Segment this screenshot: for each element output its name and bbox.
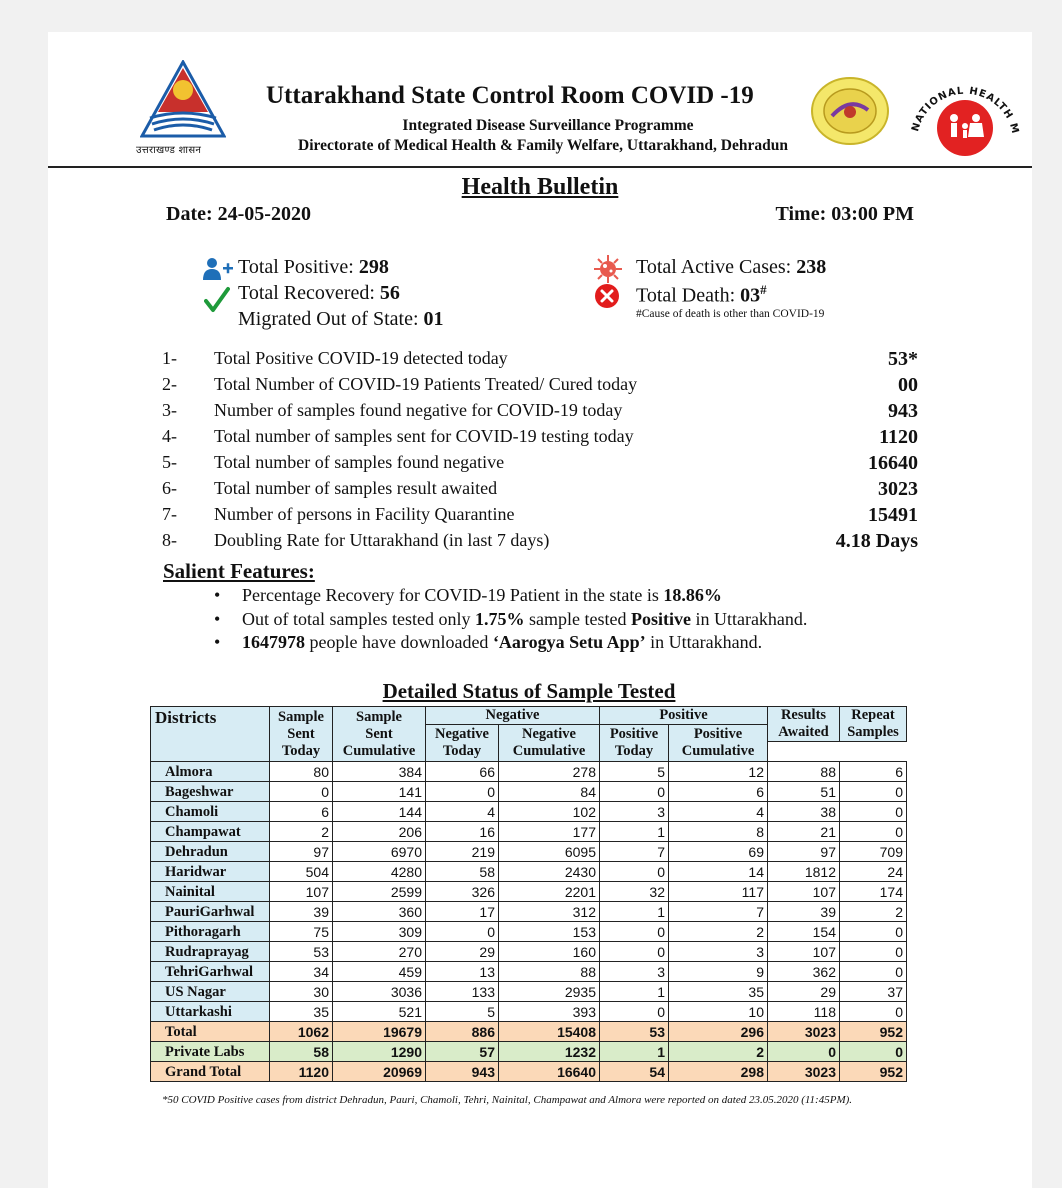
table-cell: 270 [333, 942, 426, 962]
table-cell: 0 [600, 782, 669, 802]
table-cell: 3023 [768, 1062, 840, 1082]
bulletin-title: Health Bulletin [461, 174, 619, 200]
table-cell: 107 [270, 882, 333, 902]
district-name: Uttarkashi [151, 1002, 270, 1022]
cause-note: #Cause of death is other than COVID-19 [636, 308, 825, 320]
table-cell: 0 [840, 1002, 907, 1022]
table-cell: 326 [426, 882, 499, 902]
district-name: Total [151, 1022, 270, 1042]
table-cell: 1 [600, 902, 669, 922]
check-icon [204, 286, 230, 319]
district-name: Almora [151, 762, 270, 782]
table-cell: 0 [270, 782, 333, 802]
table-cell: 0 [600, 942, 669, 962]
district-name: Pithoragarh [151, 922, 270, 942]
table-cell: 29 [426, 942, 499, 962]
table-cell: 1232 [499, 1042, 600, 1062]
table-cell: 2 [669, 1042, 768, 1062]
table-cell: 141 [333, 782, 426, 802]
header-spacer [768, 742, 840, 762]
table-cell: 298 [669, 1062, 768, 1082]
table-cell: 13 [426, 962, 499, 982]
table-cell: 709 [840, 842, 907, 862]
table-cell: 943 [426, 1062, 499, 1082]
table-cell: 0 [840, 1042, 907, 1062]
table-cell: 3036 [333, 982, 426, 1002]
table-cell: 35 [669, 982, 768, 1002]
table-cell: 37 [840, 982, 907, 1002]
table-cell: 0 [840, 922, 907, 942]
table-cell: 39 [768, 902, 840, 922]
header-spacer [840, 742, 907, 762]
table-cell: 32 [600, 882, 669, 902]
table-cell: 0 [600, 1002, 669, 1022]
table-cell: 133 [426, 982, 499, 1002]
table-cell: 296 [669, 1022, 768, 1042]
nhm-logo-icon [906, 60, 1024, 160]
stat-row: 7- Number of persons in Facility Quarantine 15491 [162, 504, 918, 526]
table-cell: 206 [333, 822, 426, 842]
table-cell: 21 [768, 822, 840, 842]
table-cell: 39 [270, 902, 333, 922]
table-cell: 459 [333, 962, 426, 982]
table-cell: 30 [270, 982, 333, 1002]
bulletin-date: Date: 24-05-2020 [166, 203, 311, 225]
table-cell: 66 [426, 762, 499, 782]
table-cell: 14 [669, 862, 768, 882]
table-cell: 3 [600, 802, 669, 822]
header-divider [48, 166, 1032, 168]
table-cell: 309 [333, 922, 426, 942]
table-row [151, 962, 907, 982]
total-active-cases: Total Active Cases: 238 [636, 256, 827, 278]
table-cell: 3 [669, 942, 768, 962]
table-cell: 360 [333, 902, 426, 922]
district-name: Champawat [151, 822, 270, 842]
table-cell: 16640 [499, 1062, 600, 1082]
table-cell: 384 [333, 762, 426, 782]
table-cell: 1812 [768, 862, 840, 882]
district-name: Haridwar [151, 862, 270, 882]
table-cell: 7 [600, 842, 669, 862]
table-cell: 53 [600, 1022, 669, 1042]
table-cell: 0 [426, 922, 499, 942]
nhm-logo [906, 60, 1024, 165]
table-row [151, 862, 907, 882]
table-cell: 0 [840, 782, 907, 802]
table-cell: 29 [768, 982, 840, 1002]
table-cell: 6095 [499, 842, 600, 862]
death-mark: # [760, 282, 767, 297]
district-name: PauriGarhwal [151, 902, 270, 922]
uttarakhand-emblem-icon [140, 60, 226, 138]
table-cell: 2935 [499, 982, 600, 1002]
table-cell: 2 [270, 822, 333, 842]
table-cell: 0 [840, 942, 907, 962]
table-cell: 38 [768, 802, 840, 822]
table-header-row [151, 707, 907, 725]
stat-row: 2- Total Number of COVID-19 Patients Treated/ Cured today 00 [162, 374, 918, 396]
table-cell: 53 [270, 942, 333, 962]
header-negative-today: Negative Today [426, 725, 499, 762]
table-cell: 7 [669, 902, 768, 922]
footnote: *50 COVID Positive cases from district Dehradun, Pauri, Chamoli, Tehri, Nainital, Champawat and Almora were reported on dated 23.05.2020 (11:45PM). [162, 1094, 853, 1106]
table-cell: 57 [426, 1042, 499, 1062]
table-row [151, 982, 907, 1002]
table-cell: 0 [600, 862, 669, 882]
private-row [151, 1042, 907, 1062]
stat-row: 3- Number of samples found negative for COVID-19 today 943 [162, 400, 918, 422]
add-person-icon [202, 257, 234, 286]
table-row [151, 942, 907, 962]
table-cell: 54 [600, 1062, 669, 1082]
cross-circle-icon [594, 283, 620, 314]
table-cell: 952 [840, 1022, 907, 1042]
district-name: Chamoli [151, 802, 270, 822]
header-sample-sent-today: Sample Sent Today [270, 707, 333, 762]
table-cell: 84 [499, 782, 600, 802]
table-cell: 154 [768, 922, 840, 942]
table-cell: 2 [669, 922, 768, 942]
table-cell: 75 [270, 922, 333, 942]
table-cell: 362 [768, 962, 840, 982]
total-death: Total Death: 03# [636, 282, 767, 307]
header-repeat-samples: Repeat Samples [840, 707, 907, 742]
table-title: Detailed Status of Sample Tested [382, 679, 676, 703]
district-name: Nainital [151, 882, 270, 902]
table-cell: 24 [840, 862, 907, 882]
state-caption: उत्तराखण्ड शासन [136, 145, 202, 156]
table-cell: 3 [600, 962, 669, 982]
table-cell: 144 [333, 802, 426, 822]
table-cell: 160 [499, 942, 600, 962]
table-cell: 80 [270, 762, 333, 782]
table-cell: 19679 [333, 1022, 426, 1042]
table-cell: 2201 [499, 882, 600, 902]
nhm-arc-text: NATIONAL HEALTH M [910, 85, 1021, 136]
table-cell: 9 [669, 962, 768, 982]
stat-row: 4- Total number of samples sent for COVID-19 testing today 1120 [162, 426, 918, 448]
table-cell: 34 [270, 962, 333, 982]
table-row [151, 1002, 907, 1022]
header-sample-sent-cumulative: Sample Sent Cumulative [333, 707, 426, 762]
table-cell: 107 [768, 882, 840, 902]
district-name: US Nagar [151, 982, 270, 1002]
header-negative-cumulative: Negative Cumulative [499, 725, 600, 762]
table-cell: 4 [426, 802, 499, 822]
table-cell: 88 [768, 762, 840, 782]
header-negative: Negative [426, 707, 600, 725]
table-cell: 4280 [333, 862, 426, 882]
table-cell: 0 [600, 922, 669, 942]
table-cell: 97 [768, 842, 840, 862]
table-cell: 8 [669, 822, 768, 842]
district-name: TehriGarhwal [151, 962, 270, 982]
table-cell: 312 [499, 902, 600, 922]
table-cell: 0 [840, 962, 907, 982]
table-cell: 1 [600, 822, 669, 842]
table-cell: 952 [840, 1062, 907, 1082]
table-cell: 15408 [499, 1022, 600, 1042]
table-row [151, 762, 907, 782]
table-cell: 219 [426, 842, 499, 862]
district-name: Rudraprayag [151, 942, 270, 962]
table-cell: 1290 [333, 1042, 426, 1062]
table-cell: 12 [669, 762, 768, 782]
table-cell: 58 [270, 1042, 333, 1062]
table-row [151, 882, 907, 902]
table-row [151, 902, 907, 922]
table-cell: 504 [270, 862, 333, 882]
table-cell: 69 [669, 842, 768, 862]
page-header [48, 32, 1032, 162]
table-cell: 2 [840, 902, 907, 922]
district-name: Private Labs [151, 1042, 270, 1062]
table-row [151, 842, 907, 862]
table-cell: 5 [600, 762, 669, 782]
state-logo [136, 60, 236, 156]
migrated-out: Migrated Out of State: 01 [238, 308, 444, 330]
stat-row: 6- Total number of samples result awaited 3023 [162, 478, 918, 500]
table-cell: 107 [768, 942, 840, 962]
header-text [248, 82, 848, 156]
table-cell: 0 [426, 782, 499, 802]
bulletin-page: उत्तराखण्ड शासन Uttarakhand State Control Room COVID -19 Integrated Disease Surveillance Programme Directorate of Medical Health & Family Welfare, Uttarakhand, Dehradun NATIONAL HEALTH M Health Bulletin Date: 24-05-2020 Time: 03:00 PM Total Positive: 298 Total Recovered: 56 Migrated Out of State: 01 Total Active Cases: 238 Total Death: 03# #Cause of death is other than COVID-19 1- Total Positive COVID-19 detected today 53* 2- Total Number of COVID-19 Patients Treated/ Cured today 00 3- Number of samples found negative for COVID-19 today 943 4- Total number of samples sent for COVID-19 testing today 1120 5- Total number of samples found negative 16640 6- Total number of samples result awaited 3023 7- Number of persons in Facility Quarantine 15491 8- Doubling Rate for Uttarakhand (in last 7 days) 4.18 Days Salient Features: • Percentage Recovery for COVID-19 Patient in the state is 18.86% • Out of total samples tested only 1.75% sample tested Positive in Uttarakhand. • 1647978 people have downloaded ‘Aarogya Setu App’ in Uttarakhand. Detailed Status of Sample Tested Districts Sample Sent Today Sample Sent Cumulative Negative Positive Results Awaited Repeat Samples Negative Today Negative Cumulative Positive Today Positive Cumulative Almora 80 384 66 278 5 12 88 6 Bageshwar 0 141 0 84 0 6 51 0 Chamoli 6 144 4 102 3 4 38 0 Champawat 2 206 16 177 1 8 21 0 Dehradun 97 6970 219 6095 7 69 97 709 Haridwar 504 4280 58 2430 0 14 1812 24 Nainital 107 2599 326 2201 32 117 107 174 PauriGarhwal 39 360 17 312 1 7 39 2 Pithoragarh 75 309 0 153 0 2 154 0 Rudraprayag 53 270 29 160 0 3 107 0 TehriGarhwal 34 459 13 88 3 9 362 0 US Nagar 30 3036 133 2935 1 35 29 37 Uttarkashi 35 521 5 393 0 10 118 0 Total 1062 19679 886 15408 53 296 3023 952 Private Labs 58 1290 57 1232 1 2 0 0 Grand Total 1120 20969 943 16640 54 298 3023 952 *50 COVID Positive cases from district Dehradun, Pauri, Chamoli, Tehri, Nainital, Champawat and Almora were reported on dated 23.05.2020 (11:45PM). [48, 32, 1032, 1188]
table-cell: 1 [600, 982, 669, 1002]
stat-row: 1- Total Positive COVID-19 detected today 53* [162, 348, 918, 370]
table-row [151, 922, 907, 942]
table-cell: 97 [270, 842, 333, 862]
header-positive: Positive [600, 707, 768, 725]
table-cell: 0 [768, 1042, 840, 1062]
table-row [151, 822, 907, 842]
table-cell: 177 [499, 822, 600, 842]
table-cell: 35 [270, 1002, 333, 1022]
table-body [151, 762, 907, 1082]
table-cell: 1120 [270, 1062, 333, 1082]
total-recovered: Total Recovered: 56 [238, 282, 400, 304]
table-cell: 5 [426, 1002, 499, 1022]
table-cell: 1062 [270, 1022, 333, 1042]
total-positive: Total Positive: 298 [238, 256, 389, 278]
header-subtitle-directorate: Directorate of Medical Health & Family Welfare, Uttarakhand, Dehradun [298, 137, 788, 154]
table-row [151, 782, 907, 802]
bulletin-time: Time: 03:00 PM [775, 203, 914, 225]
salient-features-heading: Salient Features: [163, 559, 315, 583]
table-cell: 6 [270, 802, 333, 822]
table-cell: 2599 [333, 882, 426, 902]
table-cell: 521 [333, 1002, 426, 1022]
stat-row: 8- Doubling Rate for Uttarakhand (in last 7 days) 4.18 Days [162, 530, 918, 552]
district-name: Bageshwar [151, 782, 270, 802]
header-districts: Districts [151, 707, 270, 762]
table-cell: 1 [600, 1042, 669, 1062]
page-title: Uttarakhand State Control Room COVID -19 [266, 82, 754, 109]
header-results-awaited: Results Awaited [768, 707, 840, 742]
table-cell: 102 [499, 802, 600, 822]
header-positive-cumulative: Positive Cumulative [669, 725, 768, 762]
grand-row [151, 1062, 907, 1082]
total-row [151, 1022, 907, 1042]
header-positive-today: Positive Today [600, 725, 669, 762]
table-cell: 17 [426, 902, 499, 922]
table-cell: 16 [426, 822, 499, 842]
table-cell: 20969 [333, 1062, 426, 1082]
table-cell: 393 [499, 1002, 600, 1022]
district-name: Dehradun [151, 842, 270, 862]
table-cell: 6 [669, 782, 768, 802]
sample-status-table [150, 706, 907, 1082]
table-cell: 2430 [499, 862, 600, 882]
table-cell: 174 [840, 882, 907, 902]
stat-row: 5- Total number of samples found negative 16640 [162, 452, 918, 474]
table-cell: 118 [768, 1002, 840, 1022]
table-cell: 278 [499, 762, 600, 782]
table-cell: 3023 [768, 1022, 840, 1042]
table-cell: 6970 [333, 842, 426, 862]
table-cell: 58 [426, 862, 499, 882]
table-cell: 10 [669, 1002, 768, 1022]
table-cell: 51 [768, 782, 840, 802]
table-cell: 153 [499, 922, 600, 942]
table-row [151, 802, 907, 822]
table-cell: 4 [669, 802, 768, 822]
header-subtitle-idsp: Integrated Disease Surveillance Programme [402, 117, 694, 134]
table-cell: 0 [840, 822, 907, 842]
district-name: Grand Total [151, 1062, 270, 1082]
table-cell: 117 [669, 882, 768, 902]
table-cell: 0 [840, 802, 907, 822]
table-cell: 886 [426, 1022, 499, 1042]
idsp-emblem-icon [810, 76, 890, 151]
table-cell: 88 [499, 962, 600, 982]
table-cell: 6 [840, 762, 907, 782]
